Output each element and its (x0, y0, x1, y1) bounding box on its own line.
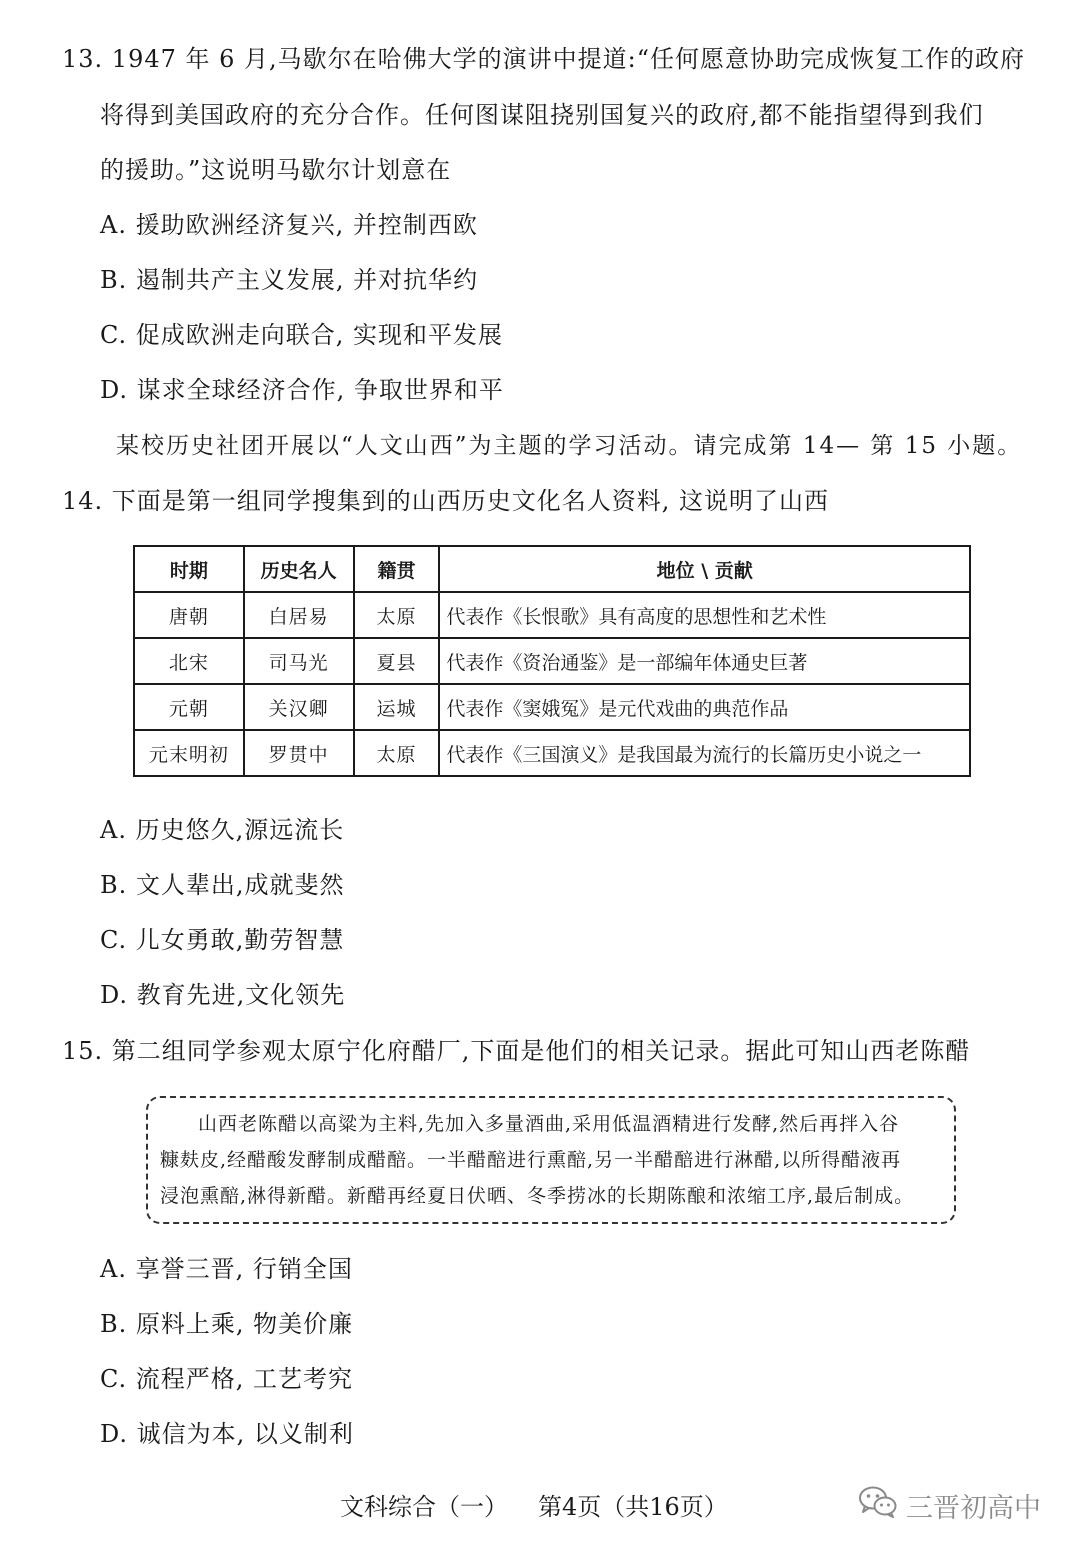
q14-option-a: A. 历史悠久,源远流长 (100, 816, 345, 844)
table-cell-contribution: 代表作《长恨歌》具有高度的思想性和艺术性 (439, 592, 970, 638)
note-line-3: 浸泡熏醅,淋得新醋。新醋再经夏日伏晒、冬季捞冰的长期陈酿和浓缩工序,最后制成。 (160, 1185, 915, 1207)
table-cell-contribution: 代表作《窦娥冤》是元代戏曲的典范作品 (439, 684, 970, 730)
table-header-person: 历史名人 (244, 546, 354, 592)
q13-option-d: D. 谋求全球经济合作, 争取世界和平 (100, 376, 504, 404)
q13-option-c: C. 促成欧洲走向联合, 实现和平发展 (100, 321, 504, 349)
q15-option-a: A. 享誉三晋, 行销全国 (100, 1255, 353, 1283)
q13-stem-line-2: 将得到美国政府的充分合作。任何图谋阻挠别国复兴的政府,都不能指望得到我们 (100, 101, 984, 129)
q15-stem: 15. 第二组同学参观太原宁化府醋厂,下面是他们的相关记录。据此可知山西老陈醋 (62, 1037, 971, 1065)
watermark-text: 三晋初高中 (906, 1492, 1041, 1524)
table-header-period: 时期 (134, 546, 244, 592)
table-cell-period: 唐朝 (134, 592, 244, 638)
table-cell-hometown: 太原 (354, 592, 440, 638)
footer-page-number: 第4页（共16页） (538, 1493, 728, 1521)
table-cell-contribution: 代表作《资治通鉴》是一部编年体通史巨著 (439, 638, 970, 684)
table-row (134, 638, 970, 684)
table-row (134, 730, 970, 776)
table-header-hometown: 籍贯 (354, 546, 440, 592)
table-cell-person: 司马光 (244, 638, 354, 684)
watermark (858, 1483, 1041, 1527)
q13-option-a: A. 援助欧洲经济复兴, 并控制西欧 (100, 211, 478, 239)
table-header-contribution: 地位 \ 贡献 (439, 546, 970, 592)
table-row (134, 684, 970, 730)
table-cell-hometown: 太原 (354, 730, 440, 776)
q15-option-b: B. 原料上乘, 物美价廉 (100, 1310, 354, 1338)
q15-option-d: D. 诚信为本, 以义制利 (100, 1420, 354, 1448)
q14-stem: 14. 下面是第一组同学搜集到的山西历史文化名人资料, 这说明了山西 (62, 487, 830, 515)
footer-subject: 文科综合（一） (340, 1493, 508, 1521)
table-cell-contribution: 代表作《三国演义》是我国最为流行的长篇历史小说之一 (439, 730, 970, 776)
q13-stem-line-1: 13. 1947 年 6 月,马歇尔在哈佛大学的演讲中提道:“任何愿意协助完成恢复工作的政府 (62, 45, 1026, 73)
q14-option-b: B. 文人辈出,成就斐然 (100, 871, 345, 899)
table-row (134, 592, 970, 638)
q15-option-c: C. 流程严格, 工艺考究 (100, 1365, 354, 1393)
q14-option-d: D. 教育先进,文化领先 (100, 981, 346, 1009)
q13-stem-line-3: 的援助。”这说明马歇尔计划意在 (100, 156, 452, 184)
wechat-icon (858, 1485, 898, 1526)
table-header-row (134, 546, 970, 592)
celebrities-table (133, 545, 971, 777)
table-cell-period: 北宋 (134, 638, 244, 684)
table-cell-period: 元末明初 (134, 730, 244, 776)
table-cell-hometown: 运城 (354, 684, 440, 730)
table-cell-person: 罗贯中 (244, 730, 354, 776)
section-intro: 某校历史社团开展以“人文山西”为主题的学习活动。请完成第 14— 第 15 小题。 (116, 433, 1023, 459)
table-cell-period: 元朝 (134, 684, 244, 730)
q13-option-b: B. 遏制共产主义发展, 并对抗华约 (100, 266, 479, 294)
table-cell-hometown: 夏县 (354, 638, 440, 684)
table-cell-person: 关汉卿 (244, 684, 354, 730)
note-line-1: 山西老陈醋以高粱为主料,先加入多量酒曲,采用低温酒精进行发酵,然后再拌入谷 (198, 1113, 900, 1135)
q14-option-c: C. 儿女勇敢,勤劳智慧 (100, 926, 345, 954)
table-cell-person: 白居易 (244, 592, 354, 638)
note-line-2: 糠麸皮,经醋酸发酵制成醋醅。一半醋醅进行熏醅,另一半醋醅进行淋醋,以所得醋液再 (160, 1149, 902, 1171)
